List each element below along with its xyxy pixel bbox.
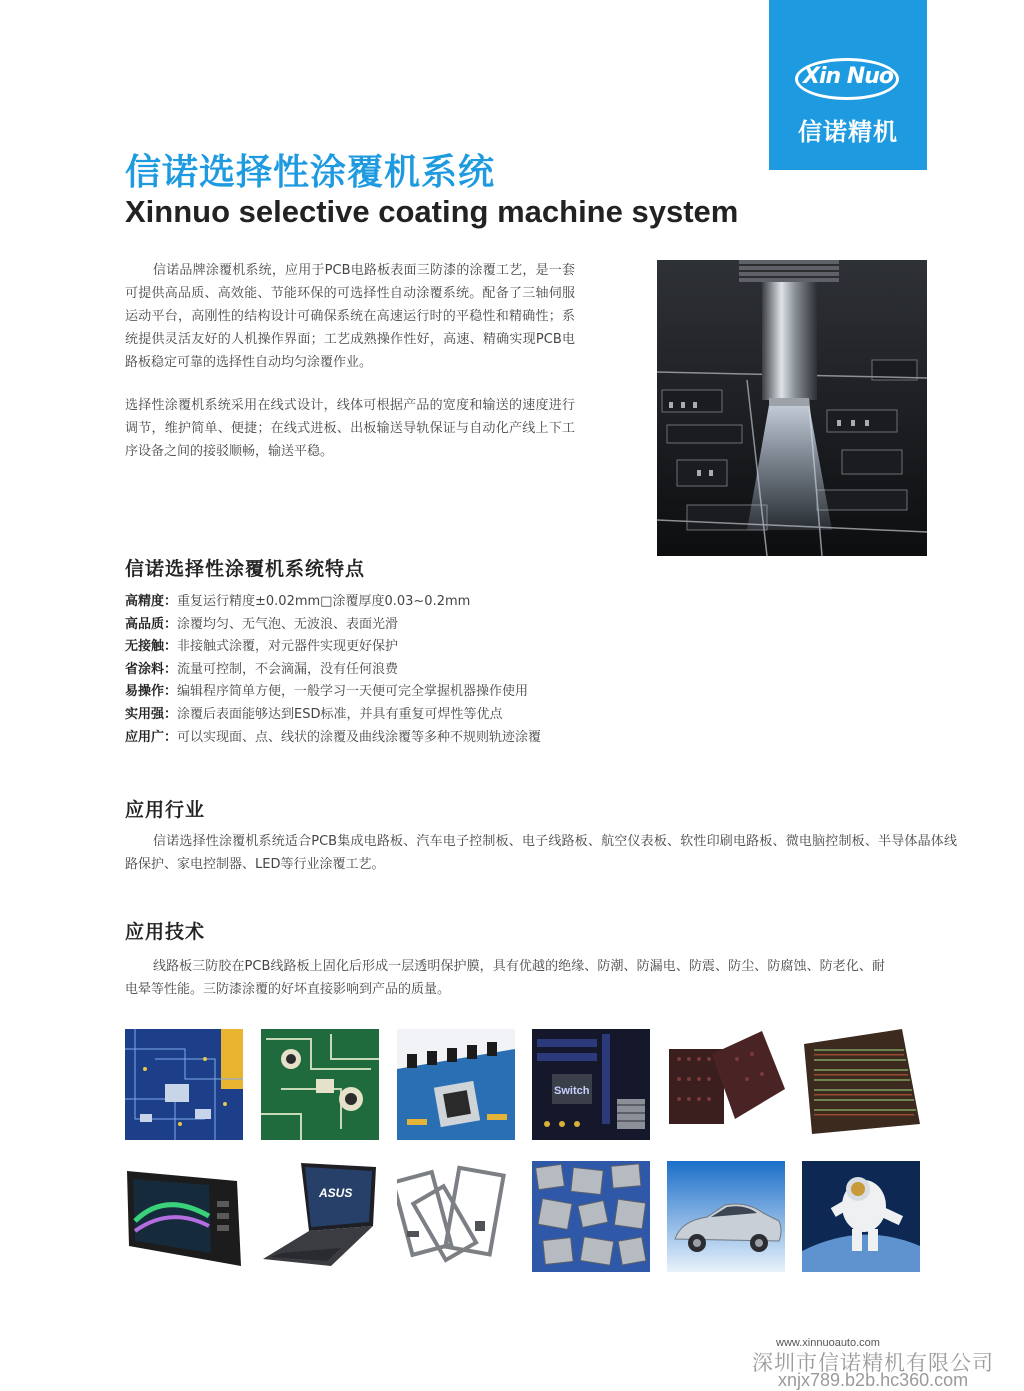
feature-item [125, 659, 625, 682]
motherboard-label: Switch [554, 1085, 590, 1097]
feature-label: 高精度： [125, 594, 178, 609]
gallery-image-metal-shields [532, 1161, 650, 1272]
feature-text: 可以实现面、点、线状的涂覆及曲线涂覆等多种不规则轨迹涂覆 [177, 729, 542, 745]
gallery-image-blue-pcb [125, 1029, 243, 1140]
feature-item [125, 614, 625, 637]
gallery-image-astronaut [802, 1161, 920, 1272]
feature-text: 涂覆后表面能够达到ESD标准，并具有重复可焊性等优点 [177, 706, 503, 722]
feature-label: 省涂料： [125, 661, 178, 677]
feature-label: 高品质： [125, 616, 178, 632]
features-list [125, 591, 625, 749]
feature-text: 非接触式涂覆，对元器件实现更好保护 [177, 639, 399, 655]
footer-url: www.xinnuoauto.com [776, 1337, 880, 1349]
logo [769, 0, 927, 170]
gallery-image-laptop [261, 1161, 379, 1272]
gallery-image-motherboard [532, 1029, 650, 1140]
gallery-image-graphics-card [397, 1029, 515, 1140]
feature-item [125, 704, 625, 727]
watermark-company: 深圳市信诺精机有限公司 [752, 1351, 994, 1375]
intro-paragraph-1: 信诺品牌涂覆机系统，应用于PCB电路板表面三防漆的涂覆工艺，是一套可提供高品质、高效能、节能环保的可选择性自动涂覆系统。配备了三轴伺服运动平台，高刚性的结构设计可确保系统在高速运行时的平稳性和精确性；系统提供灵活友好的人机操作界面；工艺成熟操作性好，高速、精确实现PCB电路板稳定可靠的选择性自动均匀涂覆作业。 [125, 263, 575, 370]
logo-cn-text: 信诺精机 [798, 118, 898, 146]
feature-item [125, 591, 625, 614]
feature-text: 流量可控制，不会滴漏，没有任何浪费 [177, 661, 399, 677]
gallery-image-led-module-small [667, 1029, 785, 1140]
page-title-cn: 信诺选择性涂覆机系统 [125, 152, 496, 193]
industry-heading: 应用行业 [125, 799, 206, 821]
feature-label: 应用广： [125, 729, 178, 745]
feature-text: 重复运行精度±0.02mm□涂覆厚度0.03~0.2mm [177, 594, 471, 609]
gallery-image-led-module-large [802, 1029, 920, 1140]
intro-paragraph-2: 选择性涂覆机系统采用在线式设计，线体可根据产品的宽度和输送的速度进行调节，维护简单、便捷；在线式进板、出板输送导轨保证与自动化产线上下工序设备之间的接驳顺畅，输送平稳。 [125, 398, 575, 459]
features-heading: 信诺选择性涂覆机系统特点 [125, 558, 366, 580]
gallery-image-tablet [125, 1161, 243, 1272]
feature-text: 编辑程序简单方便，一般学习一天便可完全掌握机器操作使用 [177, 684, 529, 700]
feature-label: 易操作： [125, 684, 178, 700]
tech-heading: 应用技术 [125, 921, 206, 943]
laptop-label: ASUS [319, 1186, 353, 1200]
feature-item [125, 727, 625, 750]
feature-item [125, 681, 625, 704]
feature-item [125, 636, 625, 659]
industry-paragraph: 信诺选择性涂覆机系统适合PCB集成电路板、汽车电子控制板、电子线路板、航空仪表板、软性印刷电路板、微电脑控制板、半导体晶体线路保护、家电控制器、LED等行业涂覆工艺。 [125, 834, 957, 872]
logo-en-text: Xin Nuo [802, 64, 893, 89]
gallery-image-metal-frames [397, 1161, 515, 1272]
feature-text: 涂覆均匀、无气泡、无波浪、表面光滑 [177, 616, 399, 632]
gallery-image-car [667, 1161, 785, 1272]
page-title-en: Xinnuo selective coating machine system [125, 194, 739, 229]
watermark-url: xnjx789.b2b.hc360.com [778, 1370, 969, 1390]
gallery-image-green-pcb [261, 1029, 379, 1140]
feature-label: 无接触： [125, 639, 178, 655]
tech-paragraph: 线路板三防胶在PCB线路板上固化后形成一层透明保护膜，具有优越的绝缘、防潮、防漏电、防震、防尘、防腐蚀、防老化、耐电晕等性能。三防漆涂覆的好坏直接影响到产品的质量。 [125, 959, 885, 997]
hero-image-coating-nozzle [657, 260, 927, 556]
feature-label: 实用强： [125, 706, 178, 722]
